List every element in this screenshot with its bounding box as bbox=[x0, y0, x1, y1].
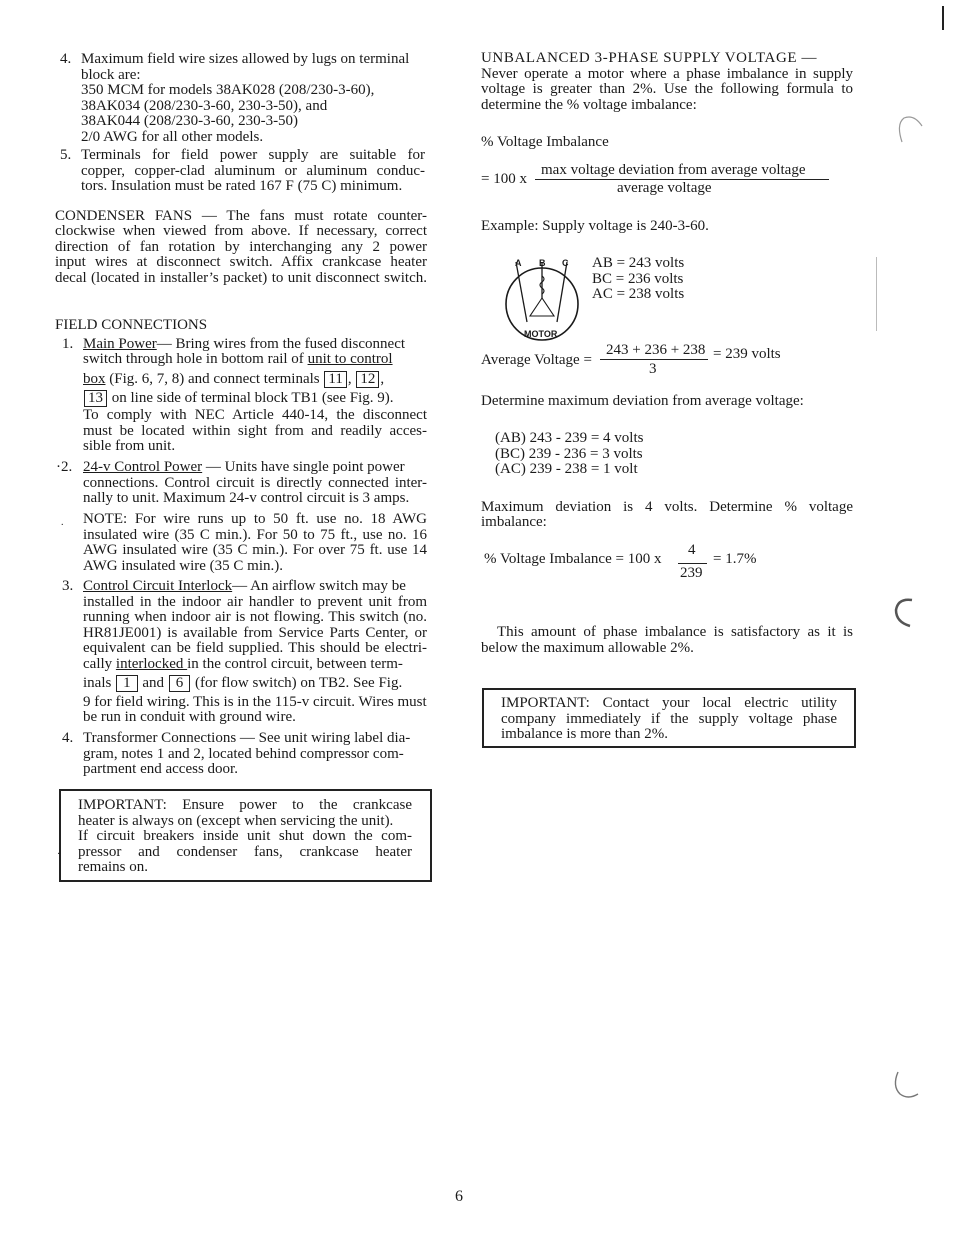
list-number: 5. bbox=[60, 147, 72, 163]
reading-bc: BC = 236 volts bbox=[592, 271, 684, 287]
text-line: imbalance is more than 2%. bbox=[501, 726, 669, 742]
text-span: on line side of terminal block TB1 (see Fig. 9). bbox=[108, 390, 394, 406]
text-span: (Fig. 6, 7, 8) and connect terminals bbox=[105, 371, 324, 387]
text-line: decal (located in installer’s packet) to unit disconnect switch. bbox=[55, 270, 427, 286]
text-line: remains on. bbox=[78, 859, 148, 875]
text-span: interlocked bbox=[115, 656, 188, 672]
text-line: CONDENSER FANS — The fans must rotate counter- bbox=[55, 208, 427, 224]
average-denominator: 3 bbox=[649, 361, 657, 377]
motor-label-b: B bbox=[539, 258, 546, 268]
text-line: AWG insulated wire (35 C min.). For over 75 ft. use 14 bbox=[83, 542, 427, 558]
text-line: Maximum deviation is 4 volts. Determine % voltage bbox=[481, 499, 853, 515]
list-number: ·2. bbox=[56, 459, 73, 475]
terminal-11: 11 bbox=[324, 371, 346, 388]
text-line: 38AK044 (208/230-3-60, 230-3-50) bbox=[81, 113, 299, 129]
section-heading: UNBALANCED 3-PHASE SUPPLY VOLTAGE — bbox=[481, 50, 818, 66]
text-line: direction of fan rotation by interchanging any 2 power bbox=[55, 239, 427, 255]
text-span: in the control circuit, between term- bbox=[187, 656, 403, 672]
text-line: be run in conduit with ground wire. bbox=[83, 709, 296, 725]
text-line: This amount of phase imbalance is satisfactory as it is bbox=[497, 624, 853, 640]
text-line: tors. Insulation must be rated 167 F (75 C) minimum. bbox=[81, 178, 403, 194]
calc-label: % Voltage Imbalance = 100 x bbox=[484, 551, 662, 567]
interlock-title: Control Circuit Interlock bbox=[83, 578, 233, 594]
text-line: IMPORTANT: Contact your local electric utility bbox=[501, 695, 837, 711]
text-line: installed in the indoor air handler to prevent unit from bbox=[83, 594, 427, 610]
list-number: 4. bbox=[60, 51, 72, 67]
text-line: Terminals for field power supply are suitable for bbox=[81, 147, 425, 163]
formula-label: % Voltage Imbalance bbox=[481, 134, 609, 150]
utility-important-box bbox=[482, 688, 856, 748]
text-line: copper, copper-clad aluminum or aluminum conduc- bbox=[81, 163, 425, 179]
formula-denominator: average voltage bbox=[617, 180, 712, 196]
formula-prefix: = 100 x bbox=[481, 171, 527, 187]
terminal-12: 12 bbox=[356, 371, 379, 388]
average-numerator: 243 + 236 + 238 bbox=[606, 342, 706, 358]
text-line: 38AK034 (208/230-3-60, 230-3-50), and bbox=[81, 98, 328, 114]
deviation-ac: (AC) 239 - 238 = 1 volt bbox=[495, 461, 638, 477]
text-line: AWG insulated wire (35 C min.). bbox=[83, 558, 284, 574]
text-line: 9 for field wiring. This is in the 115-v circuit. Wires must bbox=[83, 694, 427, 710]
terminal-1: 1 bbox=[116, 675, 138, 692]
scan-mark bbox=[876, 257, 877, 331]
text-line: Transformer Connections — See unit wiring label dia- bbox=[83, 730, 411, 746]
text-line: sible from unit. bbox=[83, 438, 176, 454]
text-line: determine the % voltage imbalance: bbox=[481, 97, 697, 113]
text-line: IMPORTANT: Ensure power to the crankcase bbox=[78, 797, 412, 813]
average-result: = 239 volts bbox=[713, 346, 781, 362]
text-line: company immediately if the supply voltage phase bbox=[501, 711, 837, 727]
average-label: Average Voltage = bbox=[481, 352, 592, 368]
deviation-bc: (BC) 239 - 236 = 3 volts bbox=[495, 446, 643, 462]
text-line: insulated wire (35 C min.). For 50 to 75 ft., use no. 16 bbox=[83, 527, 427, 543]
bullet-mark: . bbox=[61, 517, 64, 528]
text-span: cally bbox=[83, 656, 116, 672]
text-line: nally to unit. Maximum 24-v control circuit is 3 amps. bbox=[83, 490, 410, 506]
text-line: equivalent can be field supplied. This should be electri- bbox=[83, 640, 427, 656]
text-line: imbalance: bbox=[481, 514, 547, 530]
text-line: connections. Control circuit is directly connected inter- bbox=[83, 475, 427, 491]
fraction-bar bbox=[678, 563, 707, 564]
text-span: and bbox=[138, 675, 168, 691]
binder-hole-mark bbox=[888, 592, 922, 634]
text-span: — An airflow switch may be bbox=[232, 578, 406, 594]
text-line: partment end access door. bbox=[83, 761, 238, 777]
text-line: below the maximum allowable 2%. bbox=[481, 640, 694, 656]
text-line: 350 MCM for models 38AK028 (208/230-3-60), bbox=[81, 82, 375, 98]
text-line: HR81JE001) is available from Service Parts Center, or bbox=[83, 625, 427, 641]
text-span: — Units have single point power bbox=[202, 459, 405, 475]
motor-label-a: A bbox=[515, 258, 522, 268]
motor-label-c: C bbox=[562, 258, 569, 268]
text-line: must be located within sight from and readily acces- bbox=[83, 423, 427, 439]
binder-hole-mark bbox=[892, 112, 926, 154]
formula-numerator: max voltage deviation from average voltage bbox=[541, 162, 806, 178]
text-line: block are: bbox=[81, 67, 141, 83]
text-line: gram, notes 1 and 2, located behind compressor com- bbox=[83, 746, 404, 762]
crankcase-important-box bbox=[59, 789, 432, 882]
text-line: heater is always on (except when servicing the unit). bbox=[78, 813, 394, 829]
list-number: 4. bbox=[62, 730, 74, 746]
main-power-title: Main Power bbox=[83, 336, 157, 352]
calc-denominator: 239 bbox=[680, 565, 703, 581]
text-span: — Bring wires from the fused disconnect bbox=[156, 336, 406, 352]
terminal-13: 13 bbox=[84, 390, 107, 407]
control-power-title: 24-v Control Power bbox=[83, 459, 203, 475]
text-span: switch through hole in bottom rail of bbox=[83, 351, 308, 367]
calc-result: = 1.7% bbox=[713, 551, 757, 567]
terminal-6: 6 bbox=[169, 675, 191, 692]
reading-ab: AB = 243 volts bbox=[592, 255, 685, 271]
text-line: If circuit breakers inside unit shut down the com- bbox=[78, 828, 412, 844]
list-number: 3. bbox=[62, 578, 74, 594]
stray-mark: · bbox=[57, 849, 61, 860]
binder-hole-mark bbox=[888, 1068, 922, 1104]
text-line: NOTE: For wire runs up to 50 ft. use no. 18 AWG bbox=[83, 511, 427, 527]
text-line: To comply with NEC Article 440-14, the disconnect bbox=[83, 407, 427, 423]
text-line: pressor and condenser fans, crankcase heater bbox=[78, 844, 412, 860]
list-number: 1. bbox=[62, 336, 74, 352]
text-line: voltage is greater than 2%. Use the following formula to bbox=[481, 81, 853, 97]
motor-text: MOTOR bbox=[524, 329, 558, 339]
determine-deviation: Determine maximum deviation from average voltage: bbox=[481, 393, 804, 409]
text-line: clockwise when viewed from above. If necessary, correct bbox=[55, 223, 427, 239]
deviation-ab: (AB) 243 - 239 = 4 volts bbox=[495, 430, 644, 446]
text-span: (for flow switch) on TB2. See Fig. bbox=[191, 675, 403, 691]
text-line: running when indoor air is not flowing. This switch (no. bbox=[83, 609, 427, 625]
text-line: Never operate a motor where a phase imbalance in supply bbox=[481, 66, 853, 82]
text-line: input wires at disconnect switch. Affix crankcase heater bbox=[55, 254, 427, 270]
section-heading: FIELD CONNECTIONS bbox=[55, 317, 208, 333]
text-span: unit to control bbox=[307, 351, 393, 367]
text-span: box bbox=[83, 371, 106, 387]
scan-mark bbox=[942, 6, 944, 30]
example-line: Example: Supply voltage is 240-3-60. bbox=[481, 218, 709, 234]
reading-ac: AC = 238 volts bbox=[592, 286, 685, 302]
text-line: 2/0 AWG for all other models. bbox=[81, 129, 264, 145]
text-span: inals bbox=[83, 675, 116, 691]
page-number: 6 bbox=[455, 1188, 463, 1205]
fraction-bar bbox=[600, 359, 708, 360]
text-line: Maximum field wire sizes allowed by lugs on terminal bbox=[81, 51, 410, 67]
calc-numerator: 4 bbox=[688, 542, 696, 558]
